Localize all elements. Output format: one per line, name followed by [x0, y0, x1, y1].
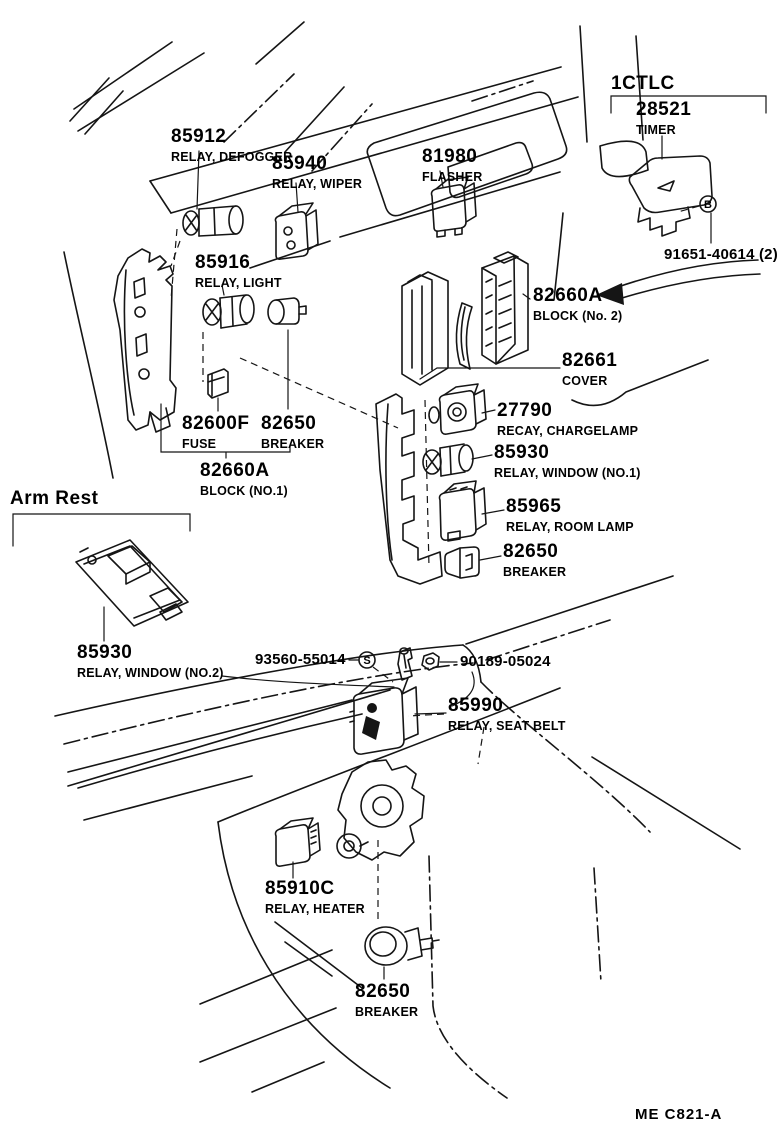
svg-text:S: S	[363, 655, 371, 667]
part-number: 90189-05024	[460, 653, 551, 670]
group-code: 1CTLC	[611, 73, 675, 94]
fuse-block-no2-drawing	[482, 252, 528, 364]
part-name: FUSE	[182, 437, 217, 451]
part-name: COVER	[562, 374, 608, 388]
part-label-85990	[448, 695, 566, 733]
section-title: Arm Rest	[10, 488, 99, 509]
drawing-code	[635, 1106, 722, 1123]
relay-defogger-drawing	[183, 206, 243, 236]
section-label-arm-rest	[10, 488, 98, 510]
relay-roomlamp-drawing	[440, 481, 487, 541]
part-label-82650-center	[503, 541, 566, 579]
part-name: RELAY, ROOM LAMP	[506, 520, 634, 534]
fuse-82600f-drawing	[208, 369, 228, 398]
group-label-1ctlc	[611, 73, 675, 95]
part-number: 85930	[77, 642, 133, 663]
part-label-82650-block	[261, 413, 324, 451]
armrest-relay-drawing	[76, 540, 188, 626]
part-name: RELAY, SEAT BELT	[448, 719, 566, 733]
part-number: 85910C	[265, 878, 335, 899]
part-number: 82650	[261, 413, 317, 434]
part-label-85916	[195, 252, 282, 290]
part-number: 81980	[422, 146, 478, 167]
part-number: 82660A	[200, 460, 270, 481]
relay-chargelamp-drawing	[429, 384, 486, 434]
part-number: 27790	[497, 400, 553, 421]
relay-seatbelt-drawing	[350, 678, 418, 754]
relay-light-drawing	[203, 295, 254, 328]
part-label-91651	[664, 246, 778, 263]
part-name: RELAY, HEATER	[265, 902, 365, 916]
part-number: 85916	[195, 252, 251, 273]
part-name: FLASHER	[422, 170, 483, 184]
part-name: BREAKER	[261, 437, 325, 451]
flasher-drawing	[432, 177, 477, 237]
part-name: RELAY, LIGHT	[195, 276, 282, 290]
part-number: 82660A	[533, 285, 603, 306]
part-label-82600f	[182, 413, 249, 451]
part-number: 93560-55014	[255, 651, 346, 668]
part-number: 85965	[506, 496, 562, 517]
part-name: BREAKER	[503, 565, 567, 579]
part-label-85930-no1	[494, 442, 641, 480]
part-label-93560	[255, 651, 346, 668]
svg-text:B: B	[704, 199, 712, 211]
relay-window-no1-drawing	[423, 444, 473, 476]
part-label-28521	[636, 99, 691, 137]
bolt-callout-b	[700, 196, 716, 212]
part-number: 28521	[636, 99, 692, 120]
part-number: 82650	[355, 981, 411, 1002]
part-number: 85990	[448, 695, 504, 716]
part-label-90189	[460, 653, 551, 670]
part-number: 91651-40614 (2)	[664, 246, 778, 263]
part-name: RELAY, DEFOGGER	[171, 150, 293, 164]
part-name: BLOCK (NO.1)	[200, 484, 288, 498]
part-name: RELAY, WIPER	[272, 177, 363, 191]
relay-heater-drawing	[276, 818, 321, 866]
part-name: RELAY, WINDOW (NO.1)	[494, 466, 641, 480]
breaker-82650b-drawing	[445, 547, 479, 578]
part-label-82660a-no1	[200, 460, 288, 498]
part-number: 82600F	[182, 413, 250, 434]
part-name: BLOCK (No. 2)	[533, 309, 623, 323]
part-label-27790	[497, 400, 638, 438]
part-label-82661	[562, 350, 617, 388]
part-name: RECAY, CHARGELAMP	[497, 424, 639, 438]
nut-90189-drawing	[422, 653, 439, 670]
part-number: 85930	[494, 442, 550, 463]
breaker-82650c-drawing	[365, 927, 439, 965]
part-number: 85912	[171, 126, 227, 147]
block-wedge-drawing	[456, 303, 472, 369]
part-label-85910c	[265, 878, 365, 916]
part-name: TIMER	[636, 123, 676, 137]
screw-93560-drawing	[398, 648, 412, 680]
part-number: 85940	[272, 153, 328, 174]
seatbelt-retractor-drawing	[337, 760, 424, 860]
part-number: 82650	[503, 541, 559, 562]
part-label-85965	[506, 496, 634, 534]
screw-callout-s	[359, 652, 375, 668]
drawing-code-text: ME C821-A	[635, 1106, 723, 1123]
part-label-82660a-no2	[533, 285, 622, 323]
junction-bracket-drawing	[114, 249, 176, 432]
timer-drawing	[629, 156, 712, 236]
part-label-82650-bottom	[355, 981, 418, 1019]
part-label-85940	[272, 153, 362, 191]
part-label-81980	[422, 146, 482, 184]
relay-wiper-drawing	[275, 203, 318, 259]
breaker-82650a-drawing	[268, 298, 306, 324]
part-label-85930-no2	[77, 642, 224, 680]
part-name: BREAKER	[355, 1005, 419, 1019]
part-name: RELAY, WINDOW (NO.2)	[77, 666, 224, 680]
part-number: 82661	[562, 350, 618, 371]
